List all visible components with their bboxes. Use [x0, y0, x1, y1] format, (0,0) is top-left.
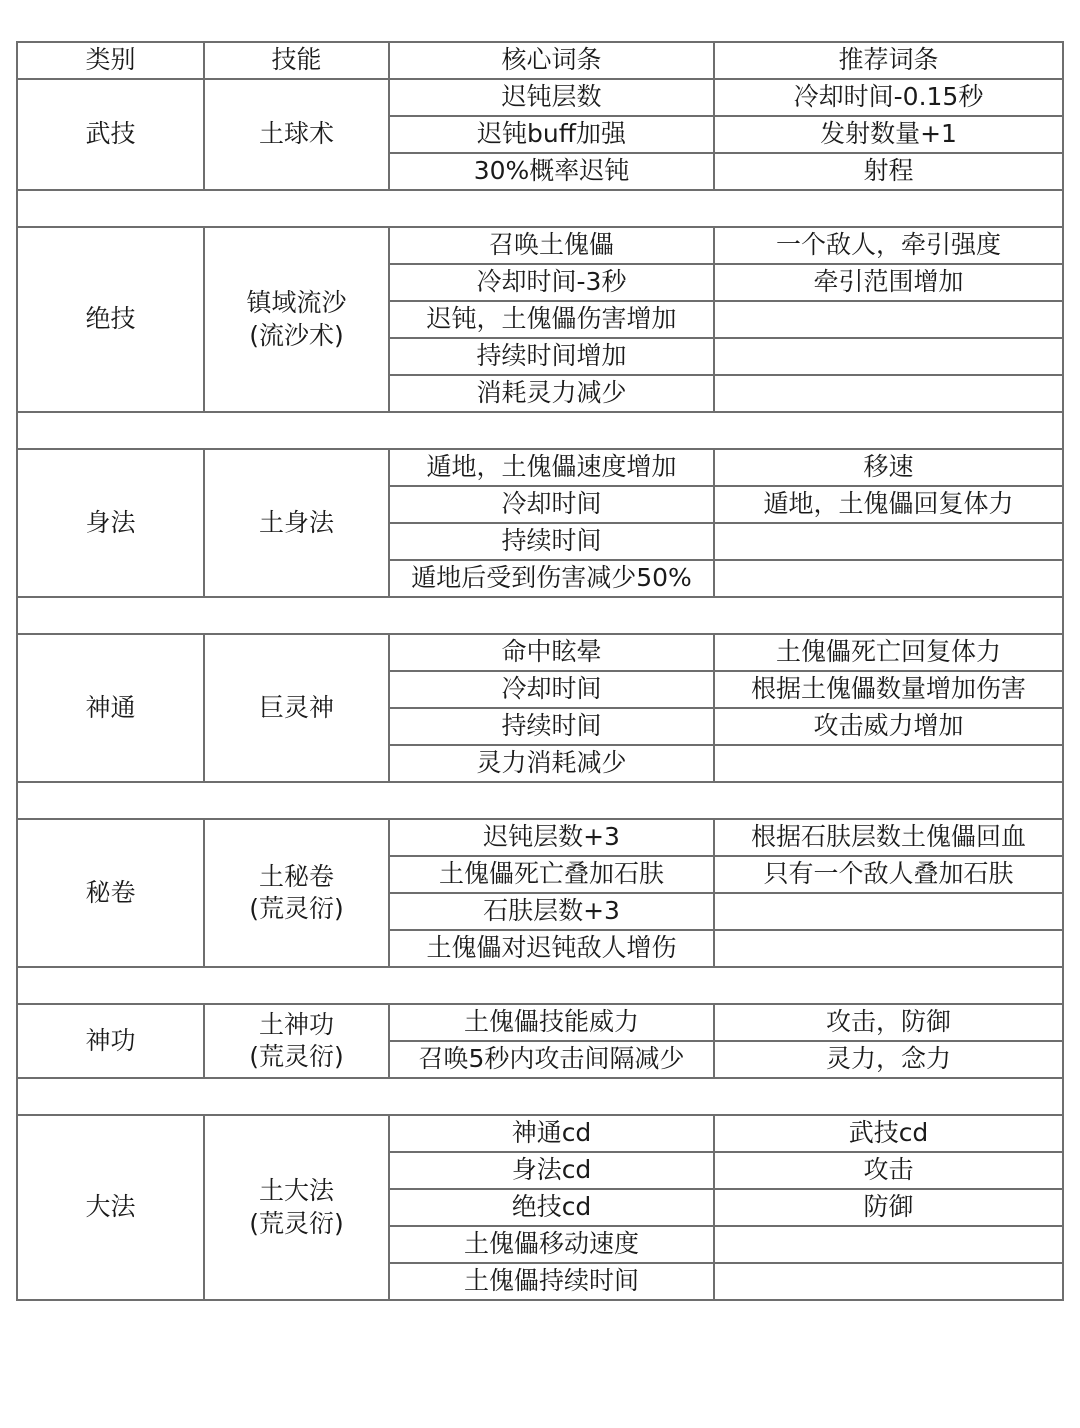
- skill-name: 镇域流沙: [246, 288, 347, 317]
- core-affix-cell: 土傀儡技能威力: [389, 1004, 714, 1041]
- spacer-row: [17, 597, 1063, 634]
- header-core-affix: 核心词条: [389, 42, 714, 79]
- core-affix-cell: 土傀儡持续时间: [389, 1263, 714, 1300]
- skill-name: 土球术: [258, 119, 334, 149]
- category-cell: 大法: [17, 1115, 204, 1300]
- core-affix-cell: 冷却时间: [389, 671, 714, 708]
- table-row: [17, 819, 1063, 856]
- core-affix-cell: 持续时间增加: [389, 338, 714, 375]
- recommended-affix-cell: 灵力，念力: [714, 1041, 1063, 1078]
- recommended-affix-cell: 攻击威力增加: [714, 708, 1063, 745]
- spacer-row: [17, 967, 1063, 1004]
- skill-cell: [204, 1115, 389, 1300]
- skill-cell: [204, 819, 389, 967]
- spacer-cell: [17, 967, 1063, 1004]
- recommended-affix-cell: [714, 301, 1063, 338]
- recommended-affix-cell: [714, 893, 1063, 930]
- core-affix-cell: 遁地后受到伤害减少50%: [389, 560, 714, 597]
- recommended-affix-cell: 武技cd: [714, 1115, 1063, 1152]
- core-affix-cell: 土傀儡对迟钝敌人增伤: [389, 930, 714, 967]
- recommended-affix-cell: [714, 930, 1063, 967]
- category-cell: 武技: [17, 79, 204, 190]
- recommended-affix-cell: 一个敌人，牵引强度: [714, 227, 1063, 264]
- spacer-row: [17, 1078, 1063, 1115]
- skill-name: 土大法: [258, 1176, 334, 1205]
- recommended-affix-cell: 根据土傀儡数量增加伤害: [714, 671, 1063, 708]
- core-affix-cell: 命中眩晕: [389, 634, 714, 671]
- table-body: [17, 42, 1063, 1300]
- table-row: [17, 1004, 1063, 1041]
- core-affix-cell: 迟钝层数: [389, 79, 714, 116]
- table-row: [17, 634, 1063, 671]
- core-affix-cell: 冷却时间: [389, 486, 714, 523]
- recommended-affix-cell: [714, 523, 1063, 560]
- category-cell: 神通: [17, 634, 204, 782]
- recommended-affix-cell: [714, 338, 1063, 375]
- recommended-affix-cell: 发射数量+1: [714, 116, 1063, 153]
- skill-cell: [204, 1004, 389, 1078]
- core-affix-cell: 遁地，土傀儡速度增加: [389, 449, 714, 486]
- core-affix-cell: 神通cd: [389, 1115, 714, 1152]
- spacer-cell: [17, 782, 1063, 819]
- core-affix-cell: 冷却时间-3秒: [389, 264, 714, 301]
- core-affix-cell: 迟钝层数+3: [389, 819, 714, 856]
- category-cell: 身法: [17, 449, 204, 597]
- recommended-affix-cell: [714, 1226, 1063, 1263]
- skill-subtitle: (荒灵衍): [249, 1208, 344, 1238]
- recommended-affix-cell: 只有一个敌人叠加石肤: [714, 856, 1063, 893]
- spacer-cell: [17, 412, 1063, 449]
- table-row: [17, 1115, 1063, 1152]
- recommended-affix-cell: 牵引范围增加: [714, 264, 1063, 301]
- core-affix-cell: 绝技cd: [389, 1189, 714, 1226]
- core-affix-cell: 迟钝，土傀儡伤害增加: [389, 301, 714, 338]
- recommended-affix-cell: 土傀儡死亡回复体力: [714, 634, 1063, 671]
- recommended-affix-cell: 防御: [714, 1189, 1063, 1226]
- recommended-affix-cell: [714, 375, 1063, 412]
- header-category: 类别: [17, 42, 204, 79]
- core-affix-cell: 土傀儡死亡叠加石肤: [389, 856, 714, 893]
- skill-name: 土神功: [258, 1009, 334, 1039]
- recommended-affix-cell: 攻击: [714, 1152, 1063, 1189]
- recommended-affix-cell: 攻击，防御: [714, 1004, 1063, 1041]
- core-affix-cell: 身法cd: [389, 1152, 714, 1189]
- core-affix-cell: 迟钝buff加强: [389, 116, 714, 153]
- core-affix-cell: 30%概率迟钝: [389, 153, 714, 190]
- recommended-affix-cell: 遁地，土傀儡回复体力: [714, 486, 1063, 523]
- core-affix-cell: 土傀儡移动速度: [389, 1226, 714, 1263]
- skill-cell: [204, 449, 389, 597]
- recommended-affix-cell: [714, 1263, 1063, 1300]
- spacer-cell: [17, 1078, 1063, 1115]
- skill-cell: [204, 227, 389, 412]
- recommended-affix-cell: 移速: [714, 449, 1063, 486]
- category-cell: 秘卷: [17, 819, 204, 967]
- header-skill: 技能: [204, 42, 389, 79]
- recommended-affix-cell: 根据石肤层数土傀儡回血: [714, 819, 1063, 856]
- skill-cell: [204, 79, 389, 190]
- skill-table: [16, 41, 1064, 1301]
- core-affix-cell: 召唤土傀儡: [389, 227, 714, 264]
- core-affix-cell: 持续时间: [389, 708, 714, 745]
- table-row: [17, 79, 1063, 116]
- skill-name: 土秘卷: [258, 861, 334, 891]
- recommended-affix-cell: 冷却时间-0.15秒: [714, 79, 1063, 116]
- spacer-row: [17, 412, 1063, 449]
- table-row: [17, 449, 1063, 486]
- skill-subtitle: (荒灵衍): [249, 1042, 344, 1071]
- core-affix-cell: 持续时间: [389, 523, 714, 560]
- header-row: [17, 42, 1063, 79]
- core-affix-cell: 石肤层数+3: [389, 893, 714, 930]
- spacer-cell: [17, 597, 1063, 634]
- header-recommended-affix: 推荐词条: [714, 42, 1063, 79]
- category-cell: 绝技: [17, 227, 204, 412]
- skill-cell: [204, 634, 389, 782]
- recommended-affix-cell: 射程: [714, 153, 1063, 190]
- skill-name: 巨灵神: [258, 692, 334, 722]
- table-row: [17, 227, 1063, 264]
- spacer-row: [17, 190, 1063, 227]
- recommended-affix-cell: [714, 745, 1063, 782]
- recommended-affix-cell: [714, 560, 1063, 597]
- skill-subtitle: (荒灵衍): [249, 894, 344, 923]
- skill-name: 土身法: [258, 507, 334, 537]
- category-cell: 神功: [17, 1004, 204, 1078]
- core-affix-cell: 召唤5秒内攻击间隔减少: [389, 1041, 714, 1078]
- core-affix-cell: 灵力消耗减少: [389, 745, 714, 782]
- core-affix-cell: 消耗灵力减少: [389, 375, 714, 412]
- spacer-row: [17, 782, 1063, 819]
- skill-subtitle: (流沙术): [249, 320, 344, 350]
- spacer-cell: [17, 190, 1063, 227]
